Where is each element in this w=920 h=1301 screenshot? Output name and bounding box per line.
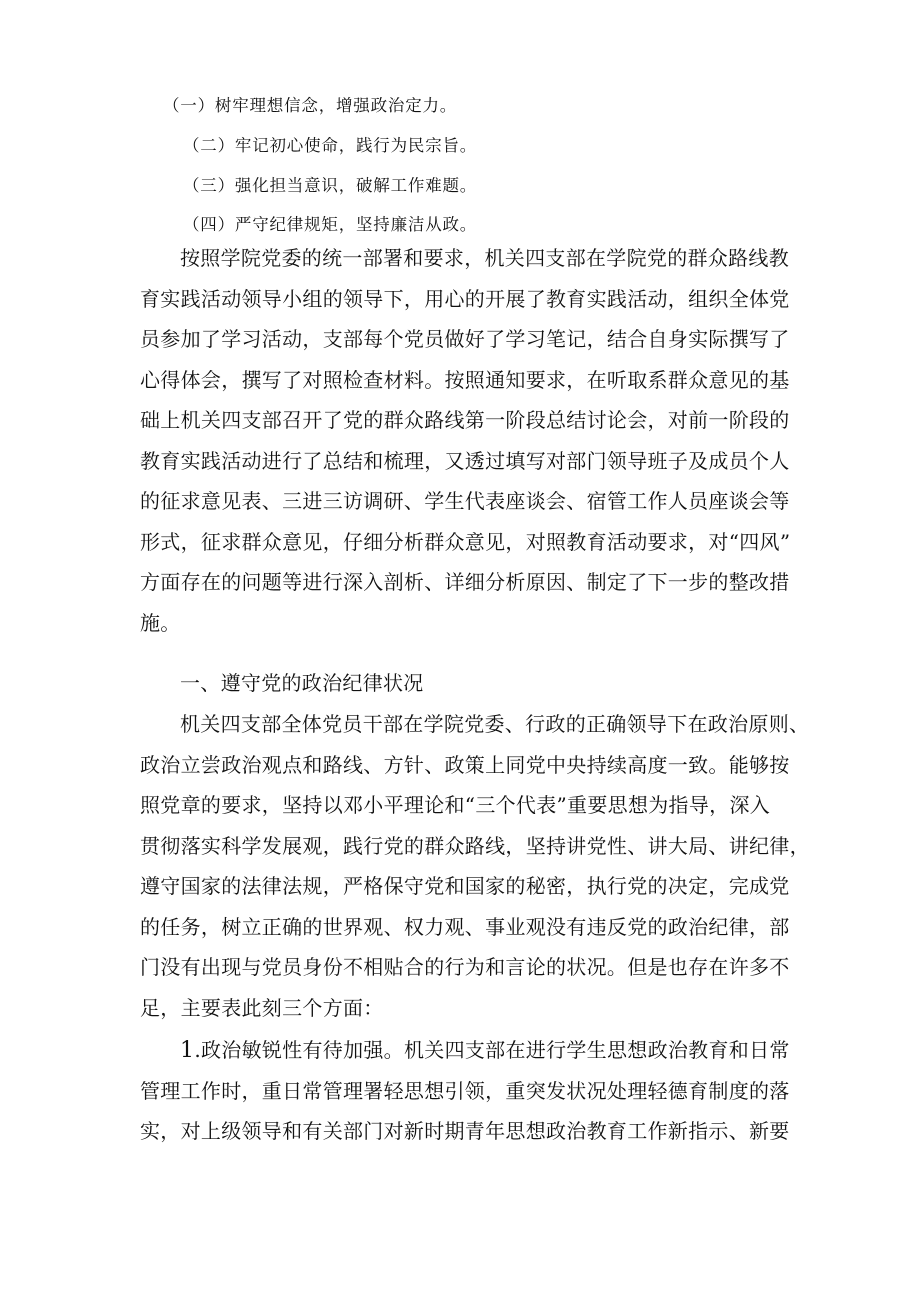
paragraph-line: 门没有出现与党员身份不相贴合的行为和言论的状况。但是也存在许多不	[140, 955, 790, 979]
paragraph-political-discipline	[140, 704, 810, 1028]
paragraph-line: 机关四支部全体党员干部在学院党委、行政的正确领导下在政治原则、	[180, 712, 810, 736]
paragraph-line: 的任务，树立正确的世界观、权力观、事业观没有违反党的政治纪律，部	[140, 914, 790, 939]
section-heading	[140, 663, 800, 704]
paragraph-line: 员参加了学习活动，支部每个党员做好了学习笔记，结合自身实际撰写了	[140, 327, 790, 351]
section-heading-text: 一、遵守党的政治纪律状况	[180, 671, 424, 695]
numbered-item-first-line	[140, 1030, 800, 1071]
paragraph-line: 政治立尝政治观点和路线、方针、政策上同党中央持续高度一致。能够按	[140, 752, 790, 777]
paragraph-line: 育实践活动领导小组的领导下，用心的开展了教育实践活动，组织全体党	[140, 286, 790, 311]
paragraph-line: 遵守国家的法律法规，严格保守党和国家的秘密，执行党的决定，完成党	[140, 874, 790, 898]
numbered-item-1	[140, 1030, 800, 1152]
outline-item-2: （二）牢记初心使命，践行为民宗旨。	[183, 136, 478, 155]
paragraph-intro	[140, 238, 800, 643]
paragraph-line: 管理工作时，重日常管理署轻思想引领，重突发状况处理轻德育制度的落	[140, 1078, 790, 1103]
paragraph-line: 按照学院党委的统一部署和要求，机关四支部在学院党的群众路线教	[180, 246, 789, 270]
paragraph-line: 实，对上级领导和有关部门对新时期青年思想政治教育工作新指示、新要	[140, 1119, 790, 1143]
outline-item-1: （一）树牢理想信念，增强政治定力。	[163, 96, 458, 115]
paragraph-line: 础上机关四支部召开了党的群众路线第一阶段总结讨论会，对前一阶段的	[140, 408, 790, 432]
paragraph-line: 教育实践活动进行了总结和梳理，又透过填写对部门领导班子及成员个人	[140, 448, 790, 473]
paragraph-line: 形式，征求群众意见，仔细分析群众意见，对照教育活动要求，对“四风”	[140, 529, 791, 554]
paragraph-line: 方面存在的问题等进行深入剖析、详细分析原因、制定了下一步的整改措	[140, 570, 790, 594]
paragraph-line: 的征求意见表、三进三访调研、学生代表座谈会、宿管工作人员座谈会等	[140, 489, 790, 513]
item-text: .政治敏锐性有待加强。机关四支部在进行学生思想政治教育和日常	[194, 1038, 790, 1062]
outline-item-4: （四）严守纪律规矩，坚持廉洁从政。	[183, 215, 478, 234]
item-number: 1	[180, 1038, 195, 1063]
outline-item-3: （三）强化担当意识，破解工作难题。	[183, 176, 478, 195]
paragraph-line: 照党章的要求，坚持以邓小平理论和“三个代表”重要思想为指导，深入	[140, 793, 771, 817]
paragraph-line: 足，主要表此刻三个方面：	[140, 995, 384, 1020]
paragraph-line: 施。	[140, 610, 181, 635]
paragraph-line: 心得体会，撰写了对照检查材料。按照通知要求，在听取系群众意见的基	[140, 367, 790, 392]
paragraph-line: 贯彻落实科学发展观，践行党的群众路线，坚持讲党性、讲大局、讲纪律，	[140, 833, 810, 858]
